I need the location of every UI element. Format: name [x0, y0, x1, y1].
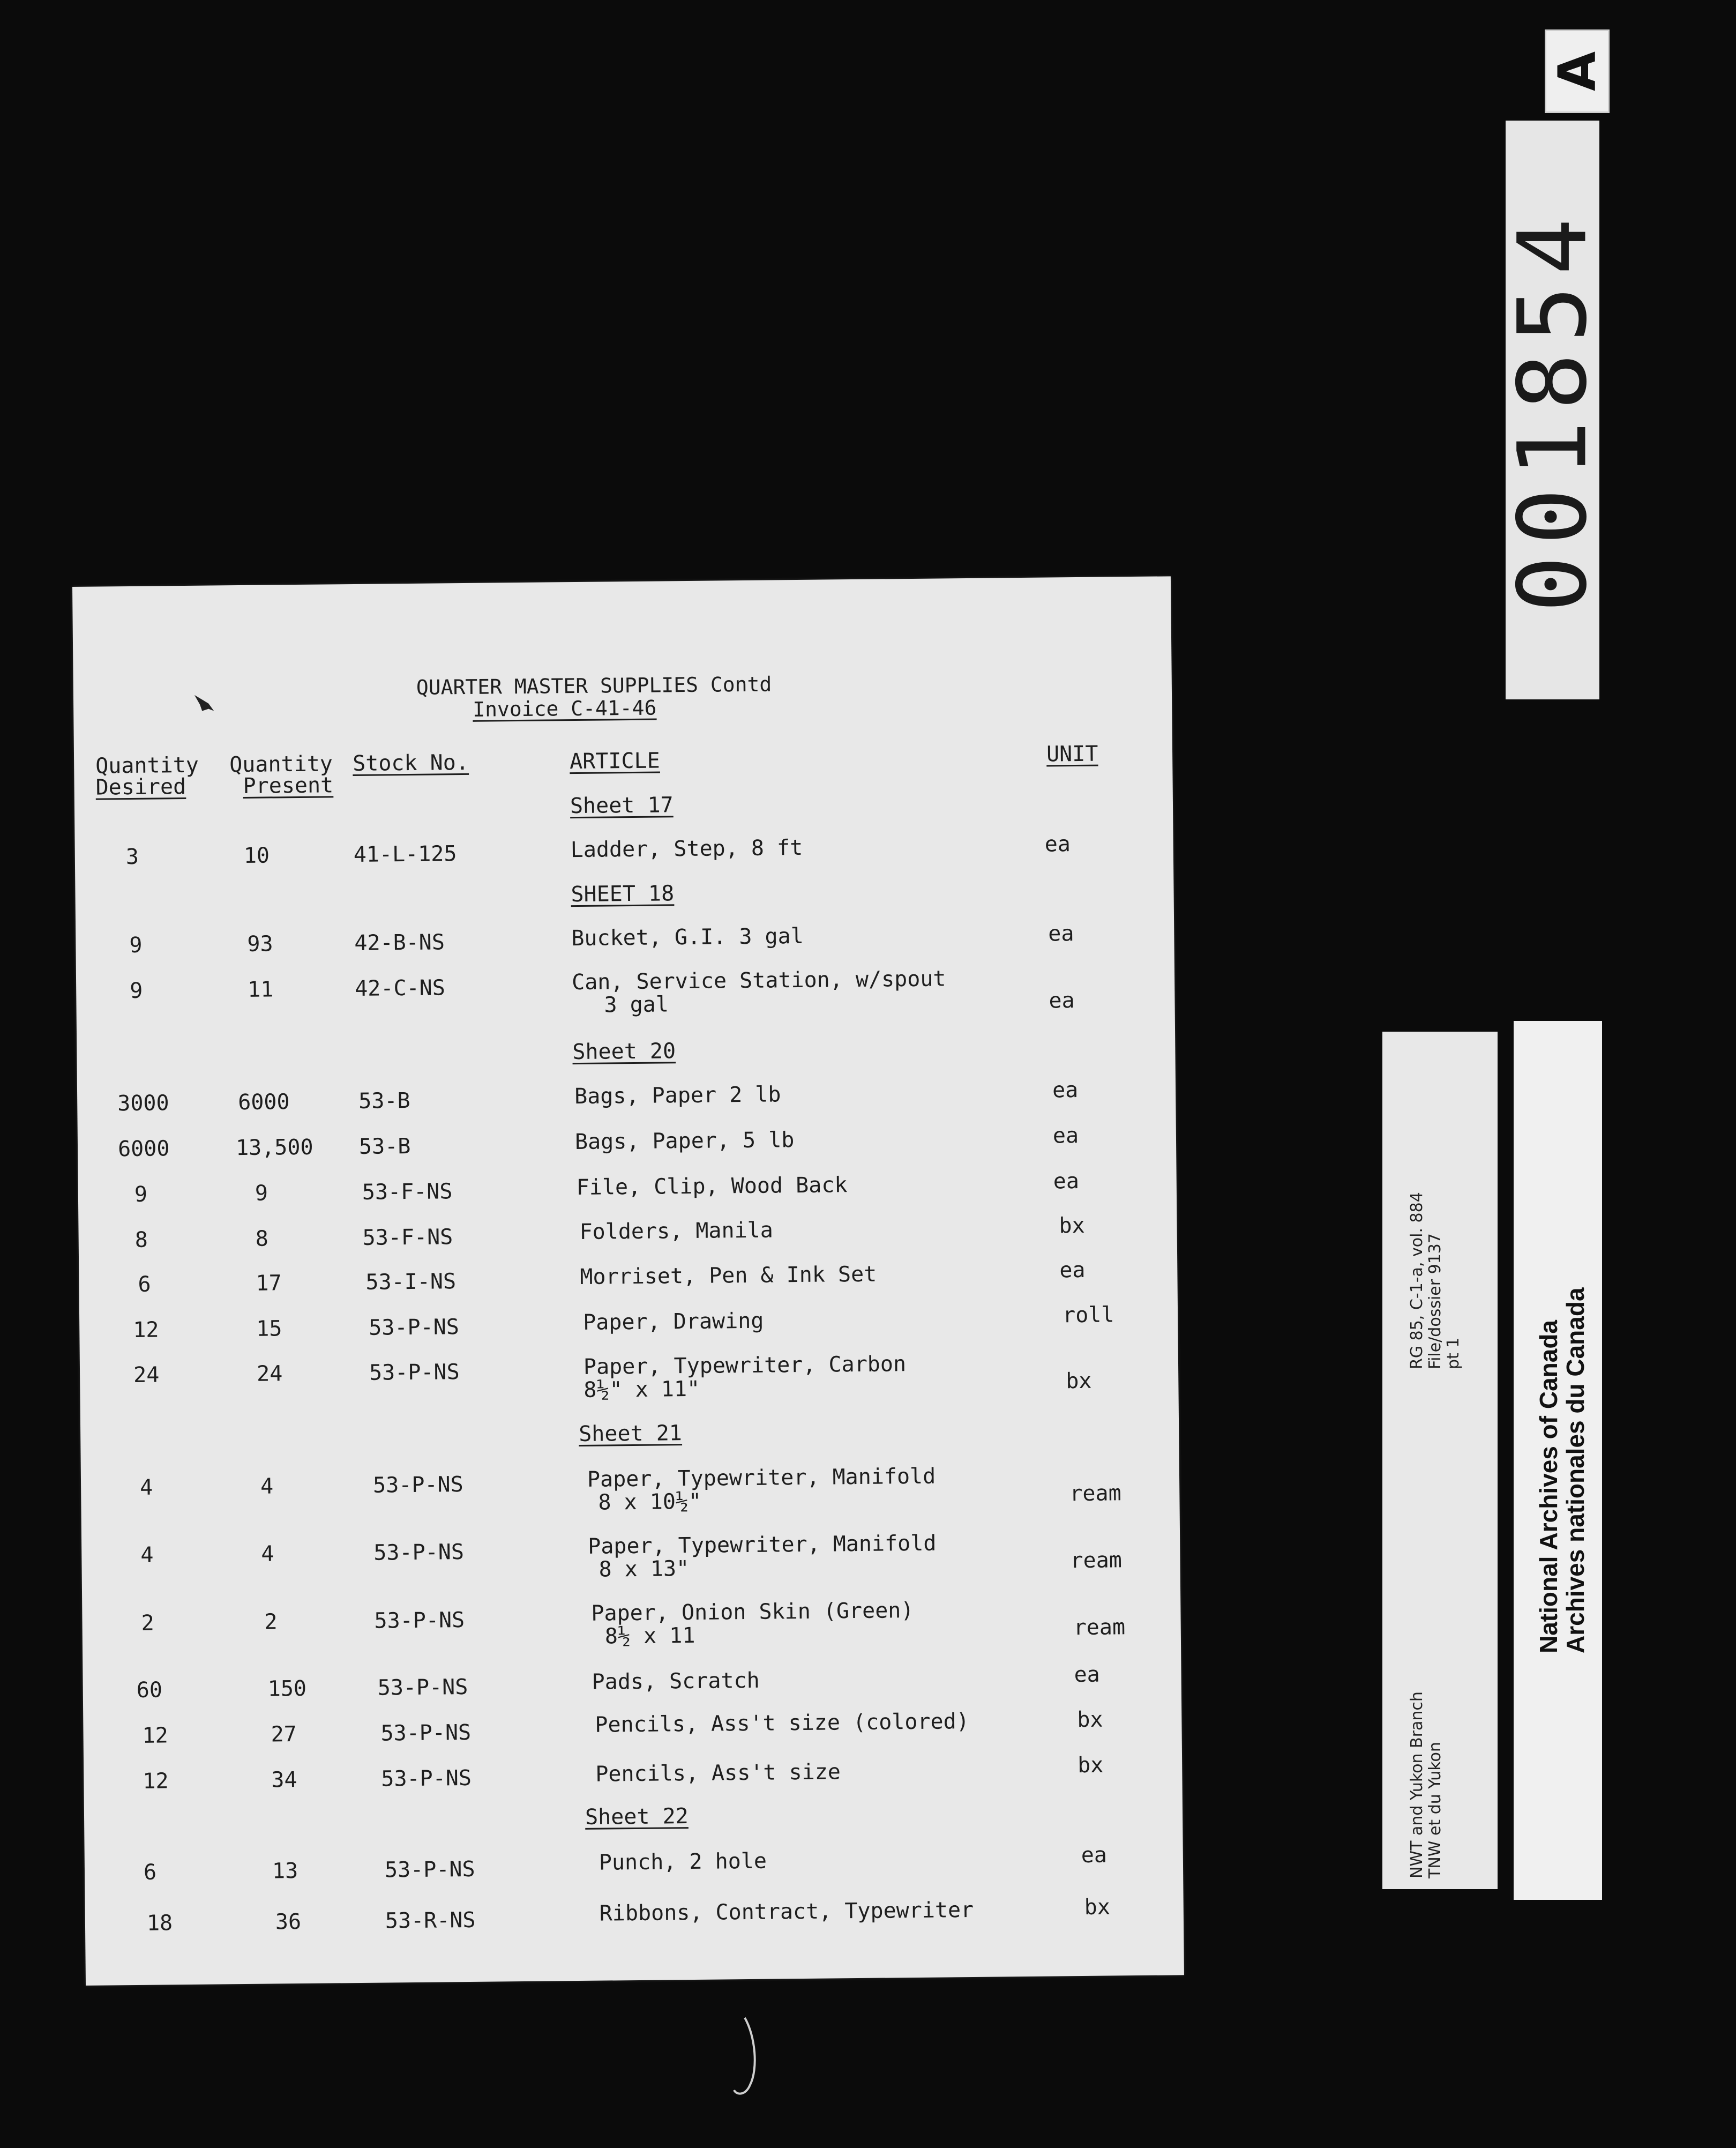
article: Pencils, Ass't size (colored): [595, 1709, 970, 1737]
qty-present: 17: [256, 1271, 282, 1296]
article: Folders, Manila: [579, 1218, 774, 1244]
film-mark-icon: [729, 2015, 761, 2101]
stock-no: 53-P-NS: [373, 1540, 465, 1565]
qty-present: 11: [248, 977, 274, 1002]
qty-present: 13: [272, 1859, 298, 1884]
article: Paper, Typewriter, Carbon: [583, 1352, 907, 1379]
frame-letter-box: [1545, 29, 1610, 113]
stock-no: 42-C-NS: [355, 975, 446, 1001]
header-stock-no: Stock No.: [352, 750, 469, 776]
article: File, Clip, Wood Back: [576, 1173, 848, 1200]
qty-desired: 6: [143, 1860, 157, 1885]
article: Ribbons, Contract, Typewriter: [599, 1897, 974, 1926]
qty-present: 2: [264, 1609, 278, 1635]
reference-line: RG 85, C-1-a, vol. 884: [1408, 1192, 1426, 1369]
unit: ea: [1074, 1662, 1100, 1688]
unit: ea: [1052, 1123, 1079, 1148]
stock-no: 53-B: [358, 1133, 411, 1159]
qty-present: 10: [243, 843, 270, 868]
qty-desired: 4: [139, 1475, 153, 1500]
unit: ea: [1059, 1257, 1086, 1283]
article-detail: 8½" x 11": [583, 1376, 700, 1403]
header-qty-present: Quantity Present: [229, 751, 334, 799]
article: Punch, 2 hole: [598, 1848, 767, 1875]
archives-name-fr: Archives nationales du Canada: [1561, 1287, 1589, 1653]
qty-present: 9: [255, 1181, 268, 1206]
stock-no: 53-P-NS: [369, 1360, 460, 1385]
qty-desired: 9: [130, 978, 143, 1004]
qty-desired: 8: [134, 1227, 148, 1252]
frame-letter: A: [1547, 51, 1607, 92]
unit: ea: [1049, 988, 1075, 1013]
article-detail: 8 x 10½": [598, 1489, 702, 1515]
pen-mark-icon: [192, 692, 217, 714]
section-heading: Sheet 20: [572, 1039, 676, 1065]
unit: ea: [1053, 1169, 1080, 1194]
header-article: ARTICLE: [569, 748, 660, 774]
unit: ea: [1044, 832, 1071, 857]
qty-present: 4: [260, 1474, 274, 1499]
article: Can, Service Station, w/spout: [571, 966, 946, 995]
section-heading: Sheet 21: [578, 1421, 683, 1446]
stock-no: 53-I-NS: [365, 1269, 457, 1295]
qty-present: 4: [261, 1541, 274, 1567]
article: Ladder, Step, 8 ft: [570, 835, 803, 863]
archives-name: [1535, 1287, 1589, 1653]
header-qty-desired: Quantity Desired: [95, 752, 199, 800]
unit: ea: [1048, 921, 1074, 946]
stock-no: 53-R-NS: [385, 1907, 476, 1934]
qty-desired: 6000: [117, 1136, 170, 1162]
unit: ream: [1073, 1615, 1126, 1640]
archives-name-en: National Archives of Canada: [1535, 1319, 1562, 1653]
frame-number: 001854: [1498, 207, 1607, 613]
article: Bucket, G.I. 3 gal: [571, 923, 804, 951]
archives-label: [1514, 1021, 1602, 1900]
unit: bx: [1066, 1368, 1092, 1394]
article-detail: 8½ x 11: [604, 1623, 695, 1649]
qty-desired: 9: [129, 933, 143, 958]
qty-present: 6000: [238, 1090, 290, 1115]
document-title: QUARTER MASTER SUPPLIES Contd: [416, 672, 772, 699]
article: Paper, Typewriter, Manifold: [587, 1464, 936, 1492]
qty-desired: 60: [136, 1677, 163, 1703]
unit: ream: [1069, 1481, 1121, 1506]
article: Paper, Onion Skin (Green): [591, 1598, 914, 1626]
qty-desired: 12: [133, 1317, 159, 1342]
qty-present: 24: [256, 1361, 283, 1386]
article: Bags, Paper 2 lb: [574, 1082, 781, 1109]
unit: ea: [1052, 1078, 1079, 1103]
qty-present: 34: [271, 1767, 297, 1793]
article: Pencils, Ass't size: [595, 1759, 841, 1787]
qty-desired: 24: [133, 1362, 160, 1388]
article: Pads, Scratch: [592, 1668, 760, 1695]
qty-desired: 3000: [117, 1091, 169, 1116]
reference-line: pt 1: [1444, 1337, 1463, 1369]
reference-codes: [1408, 1192, 1463, 1369]
branch-line: NWT and Yukon Branch: [1408, 1691, 1426, 1878]
branch-line: TNW et du Yukon: [1426, 1742, 1445, 1878]
section-heading: SHEET 18: [571, 881, 675, 907]
stock-no: 53-P-NS: [384, 1856, 475, 1883]
qty-desired: 18: [146, 1911, 173, 1936]
reference-line: File/dossier 9137: [1426, 1233, 1445, 1369]
qty-present: 8: [255, 1226, 269, 1251]
invoice-number: Invoice C-41-46: [473, 696, 657, 721]
qty-present: 13,500: [235, 1135, 313, 1161]
qty-present: 150: [267, 1676, 307, 1702]
qty-present: 36: [275, 1910, 302, 1935]
article: Morriset, Pen & Ink Set: [580, 1262, 877, 1289]
stock-no: 53-P-NS: [381, 1765, 472, 1792]
frame-number-strip: [1498, 121, 1607, 699]
article-detail: 3 gal: [604, 992, 669, 1018]
qty-present: 93: [247, 931, 273, 957]
stock-no: 53-B: [358, 1088, 410, 1114]
unit: bx: [1077, 1707, 1103, 1733]
unit: bx: [1077, 1752, 1104, 1778]
qty-desired: 9: [134, 1182, 148, 1207]
stock-no: 41-L-125: [353, 841, 457, 867]
invoice-page: [72, 576, 1184, 1986]
qty-present: 15: [256, 1316, 282, 1341]
header-unit: UNIT: [1046, 741, 1098, 767]
qty-present: 27: [271, 1722, 297, 1747]
article: Paper, Typewriter, Manifold: [588, 1531, 937, 1559]
reference-label: [1382, 1032, 1498, 1889]
qty-desired: 2: [141, 1610, 154, 1636]
qty-desired: 12: [143, 1769, 169, 1794]
qty-desired: 12: [142, 1723, 168, 1748]
stock-no: 53-P-NS: [372, 1472, 463, 1498]
unit: bx: [1084, 1895, 1111, 1920]
article: Bags, Paper, 5 lb: [574, 1128, 795, 1155]
stock-no: 53-F-NS: [362, 1179, 453, 1205]
stock-no: 53-P-NS: [374, 1608, 465, 1634]
branch-text: [1408, 1691, 1445, 1878]
stock-no: 53-P-NS: [380, 1720, 472, 1746]
qty-desired: 3: [125, 844, 139, 870]
unit: roll: [1062, 1302, 1114, 1328]
section-heading: Sheet 17: [570, 793, 674, 819]
stock-no: 53-F-NS: [362, 1225, 453, 1250]
unit: bx: [1059, 1213, 1085, 1239]
qty-desired: 6: [138, 1272, 151, 1297]
unit: ea: [1081, 1843, 1108, 1868]
stock-no: 53-P-NS: [369, 1315, 460, 1340]
section-heading: Sheet 22: [585, 1804, 689, 1830]
stock-no: 42-B-NS: [354, 930, 445, 956]
qty-desired: 4: [140, 1542, 154, 1568]
article: Paper, Drawing: [583, 1308, 764, 1335]
unit: ream: [1070, 1548, 1123, 1573]
article-detail: 8 x 13": [598, 1556, 690, 1582]
stock-no: 53-P-NS: [377, 1675, 468, 1700]
